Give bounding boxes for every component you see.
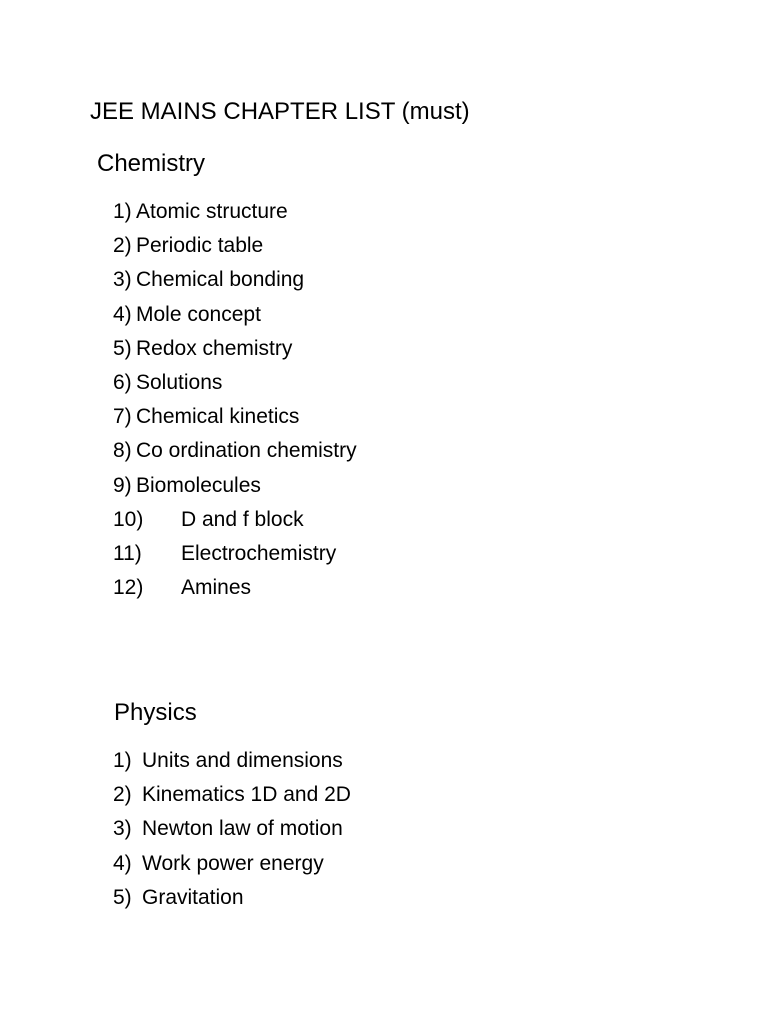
list-item [113,539,357,573]
list-item [113,197,357,231]
item-number: 4) [113,851,132,875]
list-item [113,231,357,265]
list-item [113,471,357,505]
item-label: Newton law of motion [142,817,343,841]
item-number: 5) [113,885,132,909]
list-item [113,780,351,814]
item-label: Periodic table [136,234,264,258]
item-label: Chemical kinetics [136,405,300,429]
list-item [113,300,357,334]
item-label: Biomolecules [136,473,261,497]
list-item [113,505,357,539]
item-label: Redox chemistry [136,336,293,360]
item-label: Mole concept [136,302,261,326]
item-label: Co ordination chemistry [136,439,357,463]
item-label: Electrochemistry [181,541,337,565]
item-number: 11) [113,541,142,565]
item-number: 4) [113,302,132,326]
item-number: 6) [113,370,132,394]
chemistry-heading: Chemistry [97,150,206,177]
list-item [113,746,351,780]
item-number: 3) [113,268,132,292]
item-number: 3) [113,817,132,841]
item-number: 1) [113,749,132,772]
item-number: 10) [113,507,144,531]
chemistry-chapter-list [113,197,357,607]
item-label: Chemical bonding [136,268,305,292]
item-label: Work power energy [142,851,324,875]
item-label: Kinematics 1D and 2D [142,783,351,807]
list-item [113,265,357,299]
physics-heading: Physics [114,699,197,726]
list-item [113,402,357,436]
physics-chapter-list [113,746,351,917]
item-number: 2) [113,234,132,258]
item-label: Amines [181,576,252,600]
list-item [113,814,351,848]
item-number: 8) [113,439,132,463]
item-number: 7) [113,405,132,429]
item-number: 9) [113,473,132,497]
list-item [113,883,351,917]
list-item [113,368,357,402]
list-item [113,436,357,470]
item-number: 2) [113,783,132,807]
item-label: Units and dimensions [142,749,343,772]
item-label: Gravitation [142,885,244,909]
item-number: 12) [113,576,144,600]
item-label: Atomic structure [136,200,288,223]
item-label: Solutions [136,370,223,394]
item-label: D and f block [181,507,304,531]
page-title: JEE MAINS CHAPTER LIST (must) [90,98,470,125]
item-number: 5) [113,336,132,360]
item-number: 1) [113,200,132,223]
list-item [113,334,357,368]
list-item [113,573,357,607]
list-item [113,849,351,883]
